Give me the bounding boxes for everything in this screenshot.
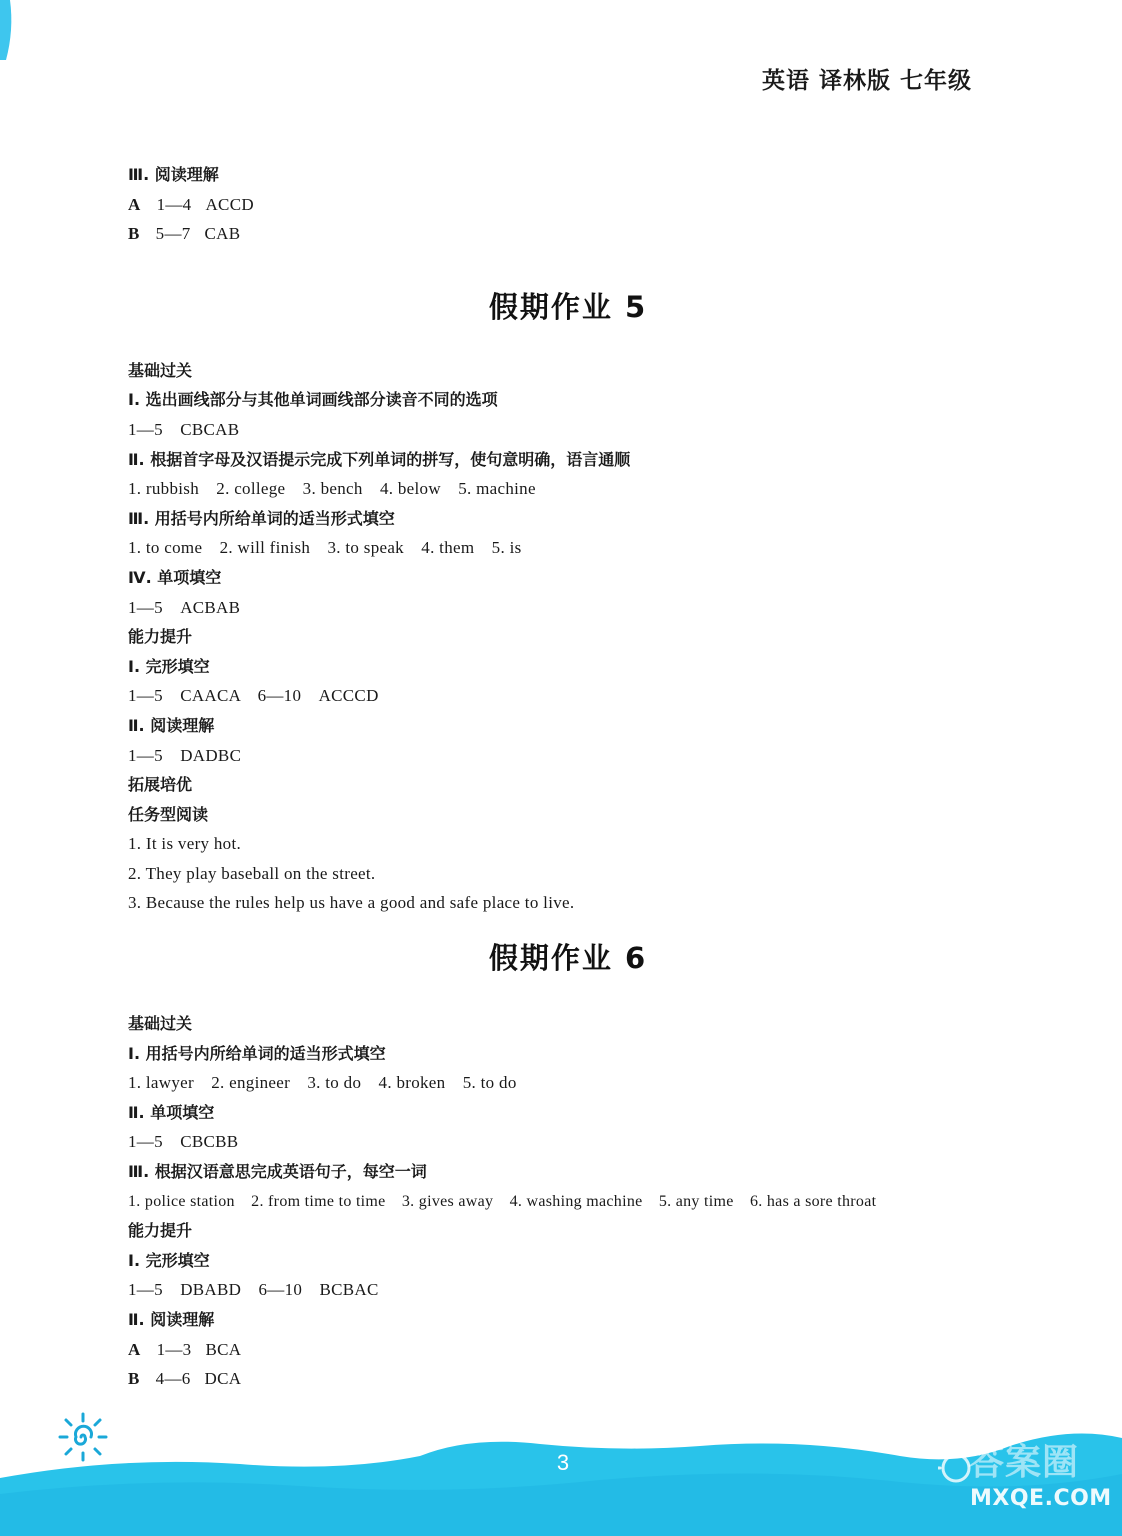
question-heading: Ⅱ. 阅读理解 xyxy=(128,1310,215,1329)
answer-line: 1—5 CAACA 6—10 ACCCD xyxy=(128,686,379,706)
answer-line: 1—5 CBCAB xyxy=(128,419,240,439)
part-label: A xyxy=(128,194,141,214)
answer-letters: BCA xyxy=(205,1339,242,1359)
homework-5-title: 假期作业 5 xyxy=(488,289,648,324)
answer-line: 3. Because the rules help us have a good and safe place to live. xyxy=(128,893,575,913)
part-label: A xyxy=(128,1339,141,1359)
group-heading: 能力提升 xyxy=(128,627,193,647)
answer-line: 1. rubbish 2. college 3. bench 4. below 5. machine xyxy=(128,479,536,499)
group-heading: 能力提升 xyxy=(128,1221,193,1241)
part-label: B xyxy=(128,1369,140,1389)
question-heading: Ⅳ. 单项填空 xyxy=(128,567,222,587)
answer-line: 2. They play baseball on the street. xyxy=(128,863,376,883)
part-label: B xyxy=(128,224,140,244)
homework-6-title: 假期作业 6 xyxy=(488,941,648,976)
group-heading: 基础过关 xyxy=(128,360,193,380)
question-heading: Ⅲ. 根据汉语意思完成英语句子，每空一词 xyxy=(128,1162,427,1182)
answer-line xyxy=(128,190,1008,220)
answer-line xyxy=(128,1335,1008,1365)
corner-mark xyxy=(0,0,14,60)
question-heading: Ⅰ. 完形填空 xyxy=(128,1250,210,1270)
answer-range: 1—3 xyxy=(156,1339,192,1359)
answer-line: 1—5 ACBAB xyxy=(128,597,241,617)
answer-line: 1. police station 2. from time to time 3. gives away 4. washing machine 5. any time 6. has a sore throat xyxy=(128,1192,877,1210)
answer-line xyxy=(128,1364,1008,1394)
question-heading: Ⅱ. 根据首字母及汉语提示完成下列单词的拼写，使句意明确，语言通顺 xyxy=(128,449,631,469)
question-heading: Ⅰ. 用括号内所给单词的适当形式填空 xyxy=(128,1043,386,1063)
answer-line: 1. to come 2. will finish 3. to speak 4. them 5. is xyxy=(128,538,522,558)
question-heading: Ⅰ. 选出画线部分与其他单词画线部分读音不同的选项 xyxy=(128,390,498,410)
question-heading: Ⅰ. 完形填空 xyxy=(128,656,210,676)
watermark-url: MXQE.COM xyxy=(970,1486,1112,1511)
answer-letters: ACCD xyxy=(205,194,254,214)
question-heading: 任务型阅读 xyxy=(128,804,209,824)
question-heading: Ⅱ. 阅读理解 xyxy=(128,715,215,735)
watermark-text: 答案圈 xyxy=(968,1442,1080,1483)
question-heading: Ⅱ. 单项填空 xyxy=(128,1102,215,1122)
answer-content xyxy=(128,160,1008,1394)
group-heading: 拓展培优 xyxy=(128,775,193,795)
answer-line: 1—5 DADBC xyxy=(128,745,242,765)
page-number: 3 xyxy=(556,1450,570,1475)
page-header: 英语 译林版 七年级 xyxy=(761,68,972,94)
sun-swirl-icon xyxy=(58,1412,108,1462)
answer-line: 1—5 CBCBB xyxy=(128,1132,239,1152)
question-heading: Ⅲ. 用括号内所给单词的适当形式填空 xyxy=(128,508,395,528)
section-heading: Ⅲ. 阅读理解 xyxy=(128,165,219,184)
answer-letters: CAB xyxy=(204,224,241,244)
answer-range: 1—4 xyxy=(156,194,192,214)
answer-range: 5—7 xyxy=(155,224,191,244)
answer-line: 1. It is very hot. xyxy=(128,834,242,854)
answer-range: 4—6 xyxy=(155,1369,191,1389)
answer-line: 1. lawyer 2. engineer 3. to do 4. broken 5. to do xyxy=(128,1073,517,1093)
group-heading: 基础过关 xyxy=(128,1014,193,1034)
answer-line: 1—5 DBABD 6—10 BCBAC xyxy=(128,1280,379,1300)
answer-line xyxy=(128,219,1008,249)
answer-letters: DCA xyxy=(204,1369,242,1389)
